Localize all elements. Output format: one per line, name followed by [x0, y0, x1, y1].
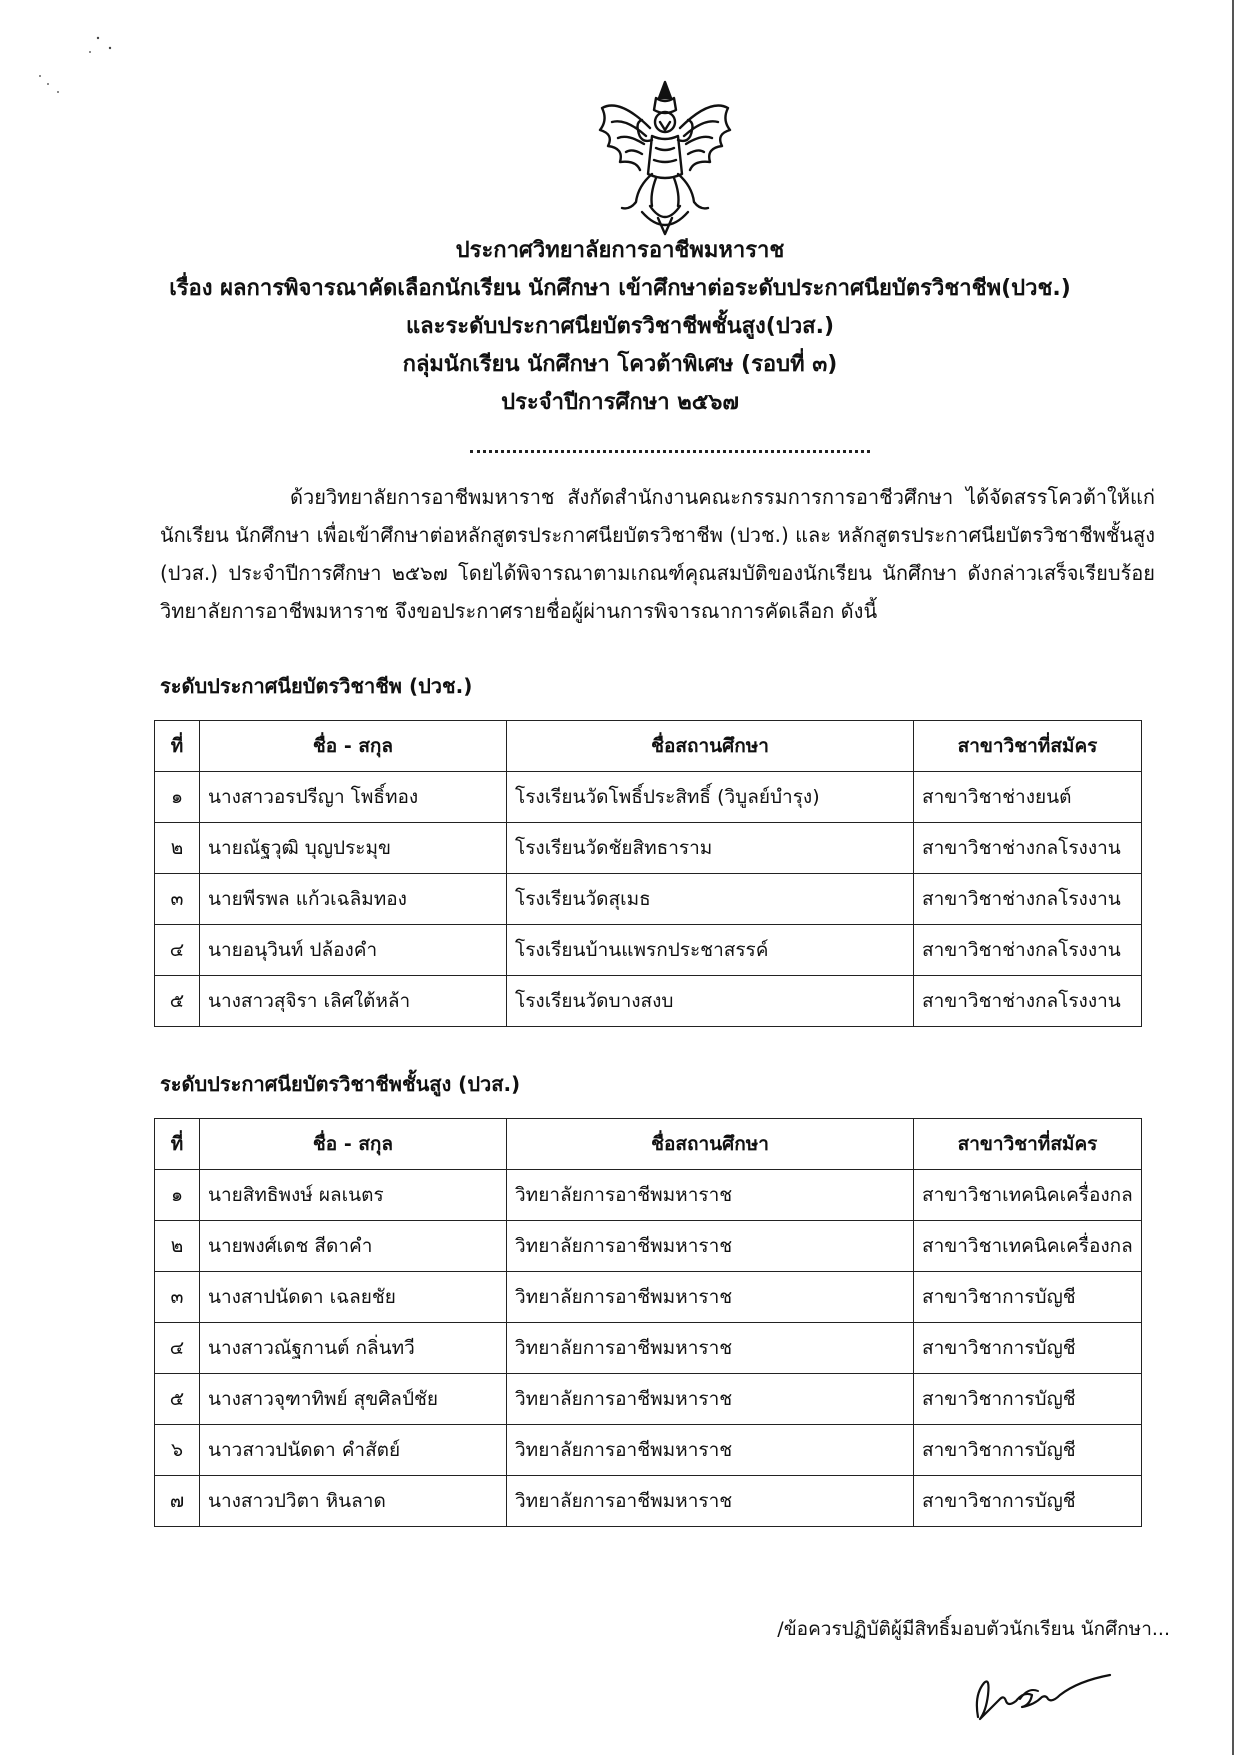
- row-name: นางสาวสุจิรา เลิศใต้หล้า: [200, 976, 507, 1027]
- higher-section-title: ระดับประกาศนียบัตรวิชาชีพชั้นสูง (ปวส.): [160, 1072, 521, 1096]
- announcement-body: [160, 478, 1155, 630]
- row-name: นายสิทธิพงษ์ ผลเนตร: [200, 1170, 507, 1221]
- table-row: [155, 874, 1142, 925]
- row-school: วิทยาลัยการอาชีพมหาราช: [507, 1374, 914, 1425]
- signature-icon: [960, 1665, 1120, 1725]
- header-school: ชื่อสถานศึกษา: [507, 721, 914, 772]
- row-major: สาขาวิชาการบัญชี: [914, 1476, 1142, 1527]
- row-school: วิทยาลัยการอาชีพมหาราช: [507, 1425, 914, 1476]
- row-major: สาขาวิชาการบัญชี: [914, 1425, 1142, 1476]
- row-school: วิทยาลัยการอาชีพมหาราช: [507, 1272, 914, 1323]
- table-header-row: [155, 721, 1142, 772]
- row-major: สาขาวิชาการบัญชี: [914, 1374, 1142, 1425]
- row-no: ๓: [155, 874, 200, 925]
- header-name: ชื่อ - สกุล: [200, 721, 507, 772]
- heading-line-5: ประจำปีการศึกษา ๒๕๖๗: [501, 390, 739, 415]
- table-row: [155, 925, 1142, 976]
- row-major: สาขาวิชาการบัญชี: [914, 1323, 1142, 1374]
- row-no: ๓: [155, 1272, 200, 1323]
- vocational-table: [154, 720, 1142, 1027]
- row-name: นายพีรพล แก้วเฉลิมทอง: [200, 874, 507, 925]
- header-school: ชื่อสถานศึกษา: [507, 1119, 914, 1170]
- heading-line-1: ประกาศวิทยาลัยการอาชีพมหาราช: [455, 238, 785, 263]
- header-no: ที่: [155, 721, 200, 772]
- row-no: ๑: [155, 1170, 200, 1221]
- continuation-note: /ข้อควรปฏิบัติผู้มีสิทธิ์มอบตัวนักเรียน นักศึกษา...: [777, 1618, 1170, 1640]
- table-row: [155, 1374, 1142, 1425]
- row-no: ๑: [155, 772, 200, 823]
- row-school: โรงเรียนวัดโพธิ์ประสิทธิ์ (วิบูลย์บำรุง): [507, 772, 914, 823]
- row-name: นางสาปนัดดา เฉลยชัย: [200, 1272, 507, 1323]
- header-no: ที่: [155, 1119, 200, 1170]
- garuda-emblem-icon: [590, 78, 740, 238]
- row-no: ๕: [155, 1374, 200, 1425]
- dotted-separator: [470, 440, 870, 453]
- table-row: [155, 1425, 1142, 1476]
- row-no: ๗: [155, 1476, 200, 1527]
- row-school: วิทยาลัยการอาชีพมหาราช: [507, 1221, 914, 1272]
- table-row: [155, 1476, 1142, 1527]
- heading-line-3: และระดับประกาศนียบัตรวิชาชีพชั้นสูง(ปวส.): [405, 314, 835, 339]
- row-school: วิทยาลัยการอาชีพมหาราช: [507, 1476, 914, 1527]
- row-school: โรงเรียนวัดบางสงบ: [507, 976, 914, 1027]
- header-major: สาขาวิชาที่สมัคร: [914, 721, 1142, 772]
- table-row: [155, 772, 1142, 823]
- header-major: สาขาวิชาที่สมัคร: [914, 1119, 1142, 1170]
- table-row: [155, 1323, 1142, 1374]
- row-name: นายอนุวินท์ ปล้องคำ: [200, 925, 507, 976]
- row-major: สาขาวิชาช่างกลโรงงาน: [914, 976, 1142, 1027]
- row-school: โรงเรียนวัดสุเมธ: [507, 874, 914, 925]
- row-name: นางสาวจุฑาทิพย์ สุขศิลป์ชัย: [200, 1374, 507, 1425]
- row-name: นายณัฐวุฒิ บุญประมุข: [200, 823, 507, 874]
- row-no: ๖: [155, 1425, 200, 1476]
- heading-line-4: กลุ่มนักเรียน นักศึกษา โควต้าพิเศษ (รอบที่ ๓): [402, 352, 838, 377]
- row-name: นายพงศ์เดช สีดาคำ: [200, 1221, 507, 1272]
- row-name: นาวสาวปนัดดา คำสัตย์: [200, 1425, 507, 1476]
- row-major: สาขาวิชาเทคนิคเครื่องกล: [914, 1221, 1142, 1272]
- header-name: ชื่อ - สกุล: [200, 1119, 507, 1170]
- table-row: [155, 1170, 1142, 1221]
- higher-table: [154, 1118, 1142, 1527]
- table-row: [155, 1272, 1142, 1323]
- table-header-row: [155, 1119, 1142, 1170]
- vocational-section-title: ระดับประกาศนียบัตรวิชาชีพ (ปวช.): [160, 674, 473, 698]
- row-major: สาขาวิชาช่างกลโรงงาน: [914, 925, 1142, 976]
- row-major: สาขาวิชาช่างกลโรงงาน: [914, 874, 1142, 925]
- row-major: สาขาวิชาช่างกลโรงงาน: [914, 823, 1142, 874]
- announcement-body-text: ด้วยวิทยาลัยการอาชีพมหาราช สังกัดสำนักงานคณะกรรมการการอาชีวศึกษา ได้จัดสรรโควต้าให้แก่นักเรียน นักศึกษา เพื่อเข้าศึกษาต่อหลักสูตรประกาศนียบัตรวิชาชีพ (ปวช.) และ หลักสูตรประกาศนียบัตรวิชาชีพชั้นสูง (ปวส.) ประจำปีการศึกษา ๒๕๖๗ โดยได้พิจารณาตามเกณฑ์คุณสมบัติของนักเรียน นักศึกษา ดังกล่าวเสร็จเรียบร้อย วิทยาลัยการอาชีพมหาราช จึงขอประกาศรายชื่อผู้ผ่านการพิจารณาการคัดเลือก ดังนี้: [160, 485, 1155, 623]
- scan-specks-icon: [30, 20, 120, 110]
- row-name: นางสาวปวิตา หินลาด: [200, 1476, 507, 1527]
- row-no: ๒: [155, 1221, 200, 1272]
- row-major: สาขาวิชาการบัญชี: [914, 1272, 1142, 1323]
- row-school: โรงเรียนวัดชัยสิทธาราม: [507, 823, 914, 874]
- row-major: สาขาวิชาเทคนิคเครื่องกล: [914, 1170, 1142, 1221]
- announcement-heading: [100, 232, 1140, 422]
- table-row: [155, 823, 1142, 874]
- table-row: [155, 1221, 1142, 1272]
- row-school: วิทยาลัยการอาชีพมหาราช: [507, 1323, 914, 1374]
- table-row: [155, 976, 1142, 1027]
- row-no: ๔: [155, 925, 200, 976]
- row-no: ๕: [155, 976, 200, 1027]
- row-no: ๒: [155, 823, 200, 874]
- row-no: ๔: [155, 1323, 200, 1374]
- row-name: นางสาวณัฐกานต์ กลิ่นทวี: [200, 1323, 507, 1374]
- heading-line-2: เรื่อง ผลการพิจารณาคัดเลือกนักเรียน นักศึกษา เข้าศึกษาต่อระดับประกาศนียบัตรวิชาชีพ(ปวช.): [169, 276, 1071, 301]
- row-school: โรงเรียนบ้านแพรกประชาสรรค์: [507, 925, 914, 976]
- scan-edge-line: [1232, 0, 1234, 1755]
- row-major: สาขาวิชาช่างยนต์: [914, 772, 1142, 823]
- row-name: นางสาวอรปรีญา โพธิ์ทอง: [200, 772, 507, 823]
- row-school: วิทยาลัยการอาชีพมหาราช: [507, 1170, 914, 1221]
